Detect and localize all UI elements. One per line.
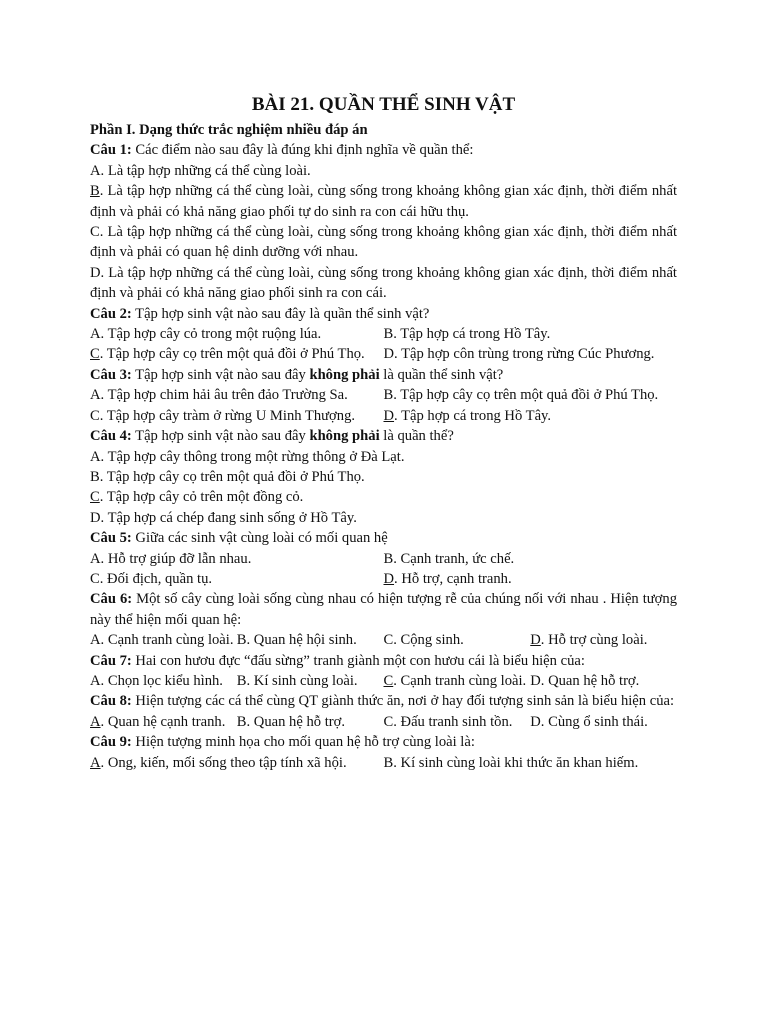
question-text: Tập hợp sinh vật nào sau đây là quần thể sinh vật?	[131, 305, 430, 322]
question-label: Câu 5:	[90, 530, 132, 547]
options-row	[90, 344, 677, 364]
option-d: D. Cùng ổ sinh thái.	[530, 713, 648, 730]
option-c	[384, 671, 531, 691]
option-c	[90, 344, 384, 364]
options-row	[90, 712, 677, 732]
question-5	[90, 528, 677, 548]
question-7	[90, 651, 677, 671]
question-2	[90, 304, 677, 324]
question-text: Tập hợp sinh vật nào sau đây	[131, 366, 310, 383]
options-row	[90, 406, 677, 426]
option-text: . Tập hợp cây cọ trên một quả đồi ở Phú Thọ.	[99, 346, 365, 363]
option-c	[90, 487, 677, 507]
option-text: . Cạnh tranh cùng loài.	[393, 672, 527, 689]
question-label: Câu 8:	[90, 693, 132, 710]
option-d	[384, 406, 678, 426]
option-c: C. Cộng sinh.	[383, 632, 464, 649]
options-row	[90, 385, 677, 405]
option-text: . Ong, kiến, mối sống theo tập tính xã hội.	[100, 754, 347, 771]
question-label: Câu 6:	[90, 591, 133, 608]
option-d: D. Tập hợp cá chép đang sinh sống ở Hồ Tây.	[90, 509, 357, 526]
section-heading: Phần I. Dạng thức trắc nghiệm nhiều đáp án	[90, 122, 368, 138]
option-a	[90, 753, 384, 773]
option-b: B. Tập hợp cây cọ trên một quả đồi ở Phú Thọ.	[90, 468, 365, 485]
option-a	[90, 712, 237, 732]
question-label: Câu 7:	[90, 652, 132, 669]
option-b: B. Cạnh tranh, ức chế.	[383, 550, 515, 567]
question-label: Câu 9:	[90, 734, 132, 751]
option-c: C. Đối địch, quần tụ.	[90, 570, 213, 587]
question-label: Câu 4:	[90, 428, 132, 445]
question-label: Câu 3:	[90, 366, 132, 383]
answer-letter: B	[90, 183, 100, 200]
options-row	[90, 569, 677, 589]
question-text: Tập hợp sinh vật nào sau đây	[131, 428, 310, 445]
answer-letter: D	[530, 632, 541, 649]
question-4	[90, 426, 677, 446]
question-text: Hiện tượng minh họa cho mối quan hệ hỗ trợ cùng loài là:	[131, 734, 475, 751]
option-a: A. Hỗ trợ giúp đỡ lẫn nhau.	[90, 550, 252, 567]
option-d	[384, 569, 678, 589]
option-text: . Tập hợp cá trong Hồ Tây.	[394, 407, 552, 424]
answer-letter: C	[90, 489, 100, 506]
options-row	[90, 630, 677, 650]
option-text: . Hỗ trợ, cạnh tranh.	[394, 570, 512, 587]
option-text: . Là tập hợp những cá thể cùng loài, cùng sống trong khoảng không gian xác định, thời điểm nhất định và phải có khả năng giao phối tự do sinh ra con cái hữu thụ.	[90, 183, 677, 220]
answer-letter: D	[383, 407, 395, 424]
question-9	[90, 732, 677, 752]
option-b: B. Kí sinh cùng loài khi thức ăn khan hiếm.	[383, 754, 639, 771]
page-title: BÀI 21. QUẦN THỂ SINH VẬT	[251, 94, 516, 115]
document-page	[90, 92, 677, 773]
option-d	[530, 630, 677, 650]
option-text: . Quan hệ cạnh tranh.	[100, 713, 226, 730]
option-a: A. Là tập hợp những cá thể cùng loài.	[90, 162, 311, 179]
options-row	[90, 324, 677, 344]
option-b: B. Quan hệ hỗ trợ.	[236, 713, 345, 730]
option-b: B. Tập hợp cá trong Hồ Tây.	[383, 326, 551, 343]
option-d: D. Quan hệ hỗ trợ.	[530, 672, 640, 689]
answer-letter: C	[90, 346, 100, 363]
answer-letter: A	[90, 713, 101, 730]
option-b	[90, 181, 677, 222]
option-d: D. Tập hợp côn trùng trong rừng Cúc Phương.	[383, 346, 655, 363]
option-text: . Hỗ trợ cùng loài.	[540, 632, 648, 649]
question-text: Hiện tượng các cá thể cùng QT giành thức ăn, nơi ở hay đối tượng sinh sản là biểu hiện của:	[131, 693, 675, 710]
question-label: Câu 2:	[90, 305, 132, 322]
question-emphasis: không phải	[309, 366, 380, 383]
question-text: là quần thể?	[379, 428, 454, 445]
option-b: B. Tập hợp cây cọ trên một quả đồi ở Phú Thọ.	[383, 387, 659, 404]
question-text: Giữa các sinh vật cùng loài có mối quan hệ	[131, 530, 388, 547]
option-d: D. Là tập hợp những cá thể cùng loài, cùng sống trong khoảng không gian xác định, thời điểm nhất định và phải có khả năng giao phối sinh ra con cái.	[90, 264, 677, 302]
option-c: C. Là tập hợp những cá thể cùng loài, cùng sống trong khoảng không gian xác định, thời điểm nhất định và phải có quan hệ dinh dưỡng với nhau.	[90, 224, 677, 261]
option-text: . Tập hợp cây cỏ trên một đồng cỏ.	[99, 489, 304, 506]
question-label: Câu 1:	[90, 142, 132, 159]
options-row	[90, 671, 677, 691]
option-c: C. Tập hợp cây tràm ở rừng U Minh Thượng.	[90, 407, 356, 424]
question-text: Một số cây cùng loài sống cùng nhau có hiện tượng rễ của chúng nối với nhau . Hiện tượng này thể hiện mối quan hệ:	[90, 591, 677, 628]
option-b: B. Quan hệ hội sinh.	[236, 632, 357, 649]
option-a: A. Cạnh tranh cùng loài.	[90, 632, 234, 649]
option-c: C. Đấu tranh sinh tồn.	[383, 713, 513, 730]
option-b: B. Kí sinh cùng loài.	[236, 672, 358, 689]
question-emphasis: không phải	[309, 428, 380, 445]
option-a: A. Tập hợp cây cỏ trong một ruộng lúa.	[90, 326, 322, 343]
option-a: A. Tập hợp chim hải âu trên đảo Trường Sa.	[90, 387, 348, 404]
question-text: là quần thể sinh vật?	[379, 366, 504, 383]
answer-letter: D	[383, 570, 395, 587]
question-6	[90, 589, 677, 630]
option-a: A. Chọn lọc kiểu hình.	[90, 672, 223, 689]
answer-letter: C	[383, 672, 394, 689]
question-1	[90, 140, 677, 160]
question-3	[90, 365, 677, 385]
options-row	[90, 549, 677, 569]
question-text: Các điểm nào sau đây là đúng khi định nghĩa về quần thể:	[131, 142, 474, 159]
options-row	[90, 753, 677, 773]
answer-letter: A	[90, 754, 101, 771]
option-a: A. Tập hợp cây thông trong một rừng thông ở Đà Lạt.	[90, 448, 405, 465]
question-text: Hai con hươu đực “đấu sừng” tranh giành một con hươu cái là biểu hiện của:	[131, 652, 585, 669]
question-8	[90, 691, 677, 711]
